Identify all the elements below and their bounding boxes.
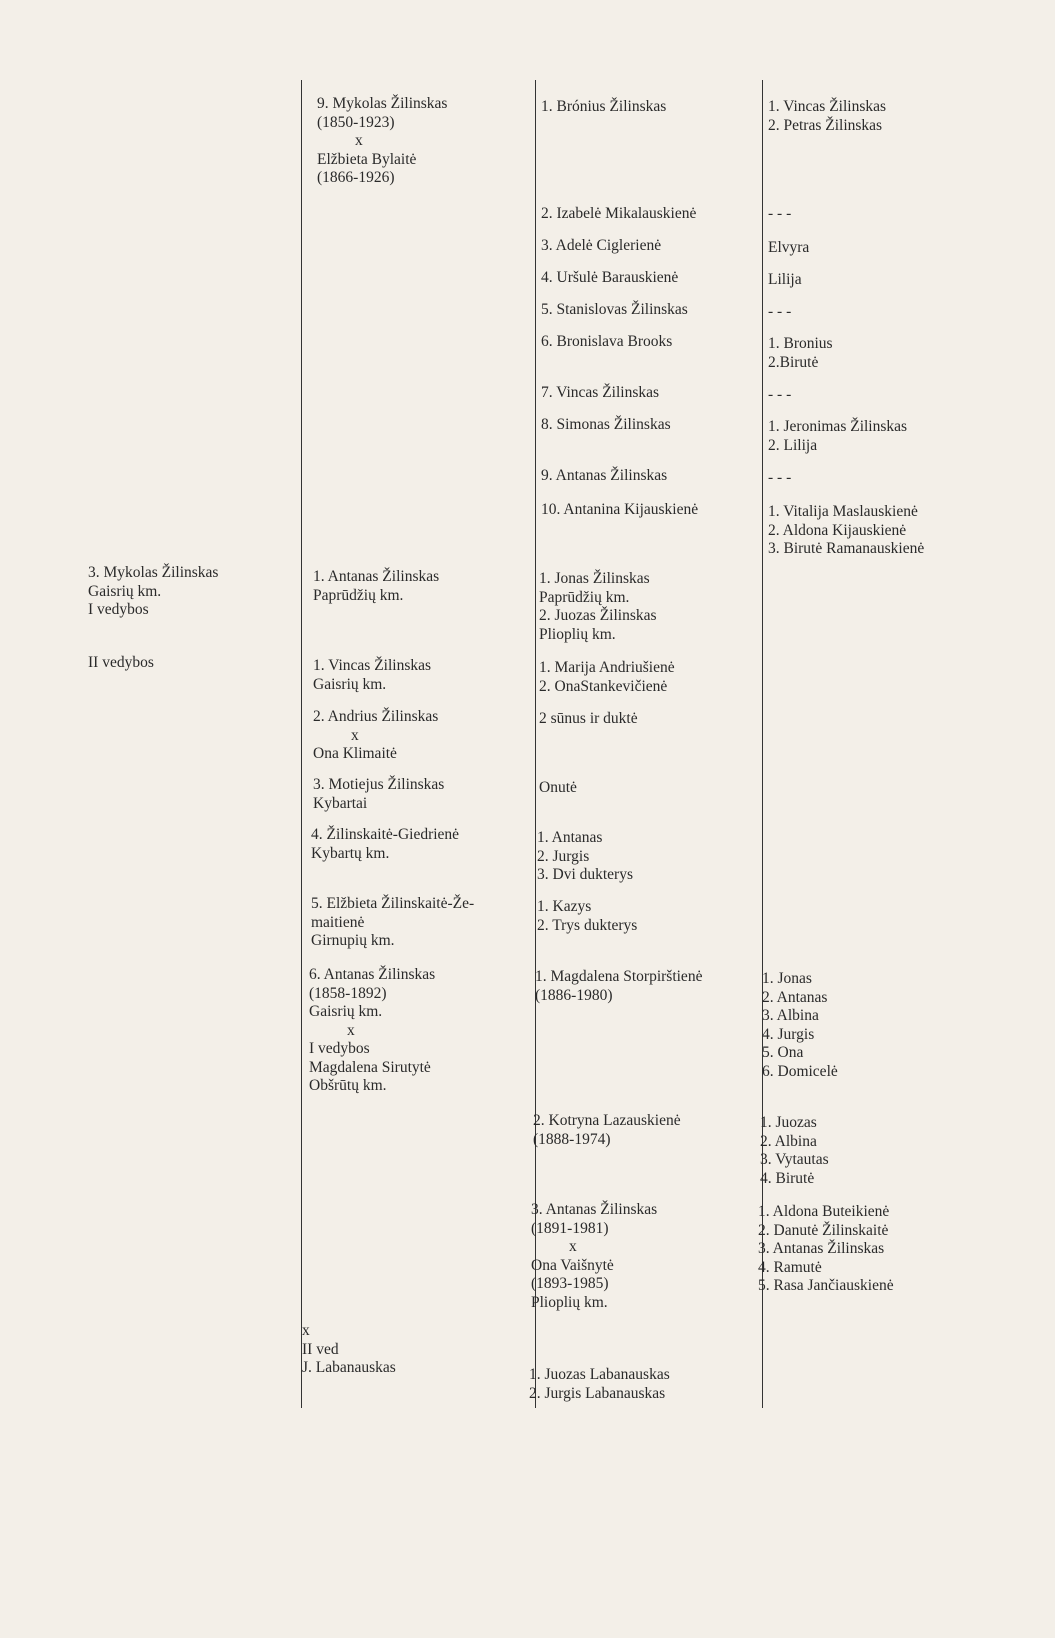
entry-elzbieta-5: 5. Elžbieta Žilinskaitė-Že- maitienė Girnupių km. — [311, 895, 475, 949]
grandchildren-kotryna: 1. Juozas 2. Albina 3. Vytautas 4. Birutė — [760, 1114, 829, 1187]
grandchildren-magdalena: 1. Jonas 2. Antanas 3. Albina 4. Jurgis 5. Ona 6. Domicelė — [762, 970, 838, 1080]
children-sunus: 2 sūnus ir duktė — [539, 710, 638, 727]
children-kotryna: 2. Kotryna Lazauskienė (1888-1974) — [533, 1112, 681, 1148]
children-paprudziu: 1. Jonas Žilinskas Paprūdžių km. 2. Juozas Žilinskas Plioplių km. — [539, 570, 657, 643]
entry-mykolas-9: 9. Mykolas Žilinskas (1850-1923) x Elžbieta Bylaitė (1866-1926) — [317, 95, 448, 186]
children-antanas-jurgis: 1. Antanas 2. Jurgis 3. Dvi dukterys — [537, 829, 634, 883]
entry-motiejus-3: 3. Motiejus Žilinskas Kybartai — [313, 776, 445, 812]
children-kazys: 1. Kazys 2. Trys dukterys — [537, 898, 638, 934]
child-01: 1. Brónius Žilinskas — [541, 98, 667, 115]
child-06: 6. Bronislava Brooks — [541, 333, 673, 350]
child-10: 10. Antanina Kijauskienė — [541, 501, 699, 518]
child-05: 5. Stanislovas Žilinskas — [541, 301, 688, 318]
entry-antanas-1: 1. Antanas Žilinskas Paprūdžių km. — [313, 568, 440, 604]
grandchildren-01: 1. Vincas Žilinskas 2. Petras Žilinskas — [768, 98, 887, 134]
children-magdalena: 1. Magdalena Storpirštienė (1886-1980) — [535, 968, 703, 1004]
grandchildren-08: 1. Jeronimas Žilinskas 2. Lilija — [768, 418, 908, 454]
children-marija: 1. Marija Andriušienė 2. OnaStankevičienė — [539, 659, 675, 695]
grandchildren-09: - - - — [768, 469, 792, 486]
grandchildren-02: - - - — [768, 205, 792, 222]
child-07: 7. Vincas Žilinskas — [541, 384, 660, 401]
child-09: 9. Antanas Žilinskas — [541, 467, 668, 484]
children-antanas-3: 3. Antanas Žilinskas (1891-1981) x Ona Vaišnytė (1893-1985) Plioplių km. — [531, 1201, 658, 1311]
grandchildren-04: Lilija — [768, 271, 802, 288]
child-08: 8. Simonas Žilinskas — [541, 416, 671, 433]
grandchildren-06: 1. Bronius 2.Birutė — [768, 335, 833, 371]
children-onute: Onutė — [539, 779, 577, 796]
grandchildren-05: - - - — [768, 303, 792, 320]
child-04: 4. Uršulė Barauskienė — [541, 269, 679, 286]
entry-labanauskas: x II ved J. Labanauskas — [302, 1322, 396, 1376]
child-02: 2. Izabelė Mikalauskienė — [541, 205, 697, 222]
entry-mykolas-3: 3. Mykolas Žilinskas Gaisrių km. I vedybos — [88, 564, 219, 618]
grandchildren-10: 1. Vitalija Maslauskienė 2. Aldona Kijauskienė 3. Birutė Ramanauskienė — [768, 503, 925, 557]
grandchildren-07: - - - — [768, 386, 792, 403]
entry-giedriene-4: 4. Žilinskaitė-Giedrienė Kybartų km. — [311, 826, 460, 862]
entry-second-marriage: II vedybos — [88, 654, 154, 671]
entry-antanas-6: 6. Antanas Žilinskas (1858-1892) Gaisrių km. x I vedybos Magdalena Sirutytė Obšrūtų km. — [309, 966, 436, 1094]
entry-andrius-2: 2. Andrius Žilinskas x Ona Klimaitė — [313, 708, 439, 762]
child-03: 3. Adelė Ciglerienė — [541, 237, 662, 254]
entry-vincas-1: 1. Vincas Žilinskas Gaisrių km. — [313, 657, 432, 693]
column-divider-1 — [301, 80, 302, 1408]
children-labanauskai: 1. Juozas Labanauskas 2. Jurgis Labanauskas — [529, 1366, 670, 1402]
grandchildren-antanas-3: 1. Aldona Buteikienė 2. Danutė Žilinskaitė 3. Antanas Žilinskas 4. Ramutė 5. Rasa Jančiauskienė — [758, 1203, 894, 1294]
grandchildren-03: Elvyra — [768, 239, 810, 256]
